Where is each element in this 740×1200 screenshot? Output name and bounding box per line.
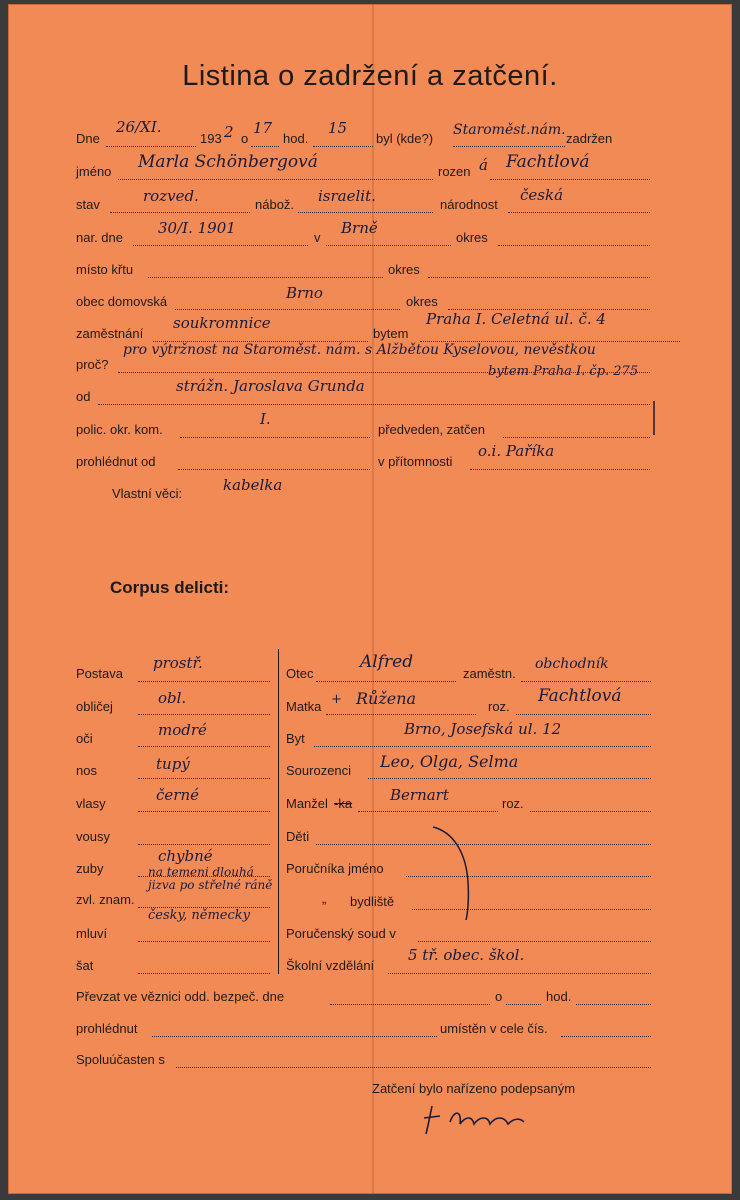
deti-label: Děti [286, 829, 310, 844]
prevzat-label: Převzat ve věznici odd. bezpeč. dne [76, 989, 285, 1004]
matka-line [326, 714, 476, 715]
bytem-label: bytem [373, 326, 409, 341]
proc-value: pro výtržnost na Staroměst. nám. s Alžbětou Kyselovou, nevěstkou [123, 342, 596, 358]
corpus-left-value: prostř. [153, 654, 203, 672]
stav-line [110, 212, 250, 213]
year-value: 2 [224, 123, 234, 141]
obec-value: Brno [286, 284, 323, 302]
dne-line [106, 146, 196, 147]
rozen-suffix: á [479, 156, 488, 174]
narodnost-line [508, 212, 650, 213]
margin-mark [648, 399, 660, 439]
obec-label: obec domovská [76, 294, 168, 309]
stav-label: stav [76, 197, 100, 212]
porucnik-label: Poručníka jméno [286, 861, 384, 876]
naboz-label: nábož. [255, 197, 295, 212]
deti-line [316, 844, 651, 845]
porucnik-quote: „ [322, 891, 327, 906]
okres-label-3: okres [406, 294, 438, 309]
polic-value: I. [260, 410, 271, 428]
corpus-left-label: oči [76, 731, 93, 746]
otec-label: Otec [286, 666, 314, 681]
hour-value: 17 [253, 119, 273, 137]
matka-roz-value: Fachtlová [538, 686, 622, 706]
corpus-left-label: obličej [76, 699, 113, 714]
corpus-left-label: vousy [76, 829, 110, 844]
manzel-ka: -ka [334, 796, 353, 811]
narodnost-value: česká [520, 186, 564, 204]
bracket-stroke [428, 822, 478, 922]
sourozenci-label: Sourozenci [286, 763, 352, 778]
soud-line [418, 941, 651, 942]
roz-label-1: roz. [488, 699, 510, 714]
misto-line [148, 277, 383, 278]
spoluucasten-line [176, 1067, 651, 1068]
soud-label: Poručenský soud v [286, 926, 396, 941]
veci-label: Vlastní věci: [112, 486, 183, 501]
zamest-value: soukromnice [173, 314, 271, 332]
naboz-line [298, 212, 433, 213]
v-line [326, 245, 451, 246]
corpus-left-label: šat [76, 958, 94, 973]
roz-line-2 [530, 811, 651, 812]
stav-value: rozved. [143, 187, 199, 205]
zatceni-label: Zatčení bylo nařízeno podepsaným [372, 1081, 576, 1096]
matka-mark: + [331, 692, 342, 707]
corpus-left-label: vlasy [76, 796, 106, 811]
year-prefix: 193 [200, 131, 222, 146]
corpus-left-value: chybné [158, 847, 213, 865]
corpus-left-line [138, 941, 270, 942]
matka-label: Matka [286, 699, 322, 714]
min-value: 15 [328, 119, 348, 137]
umisten-label: umístěn v cele čís. [440, 1021, 548, 1036]
dne-value: 26/XI. [116, 118, 162, 136]
skolni-value: 5 tř. obec. škol. [408, 946, 525, 964]
form-title: Listina o zadržení a zatčení. [182, 60, 558, 92]
prohlednut-od-label: prohlédnut od [76, 454, 156, 469]
spoluucasten-label: Spoluúčasten s [76, 1052, 165, 1067]
o-label: o [241, 131, 249, 146]
corpus-left-line [138, 681, 270, 682]
jmeno-label: jméno [76, 164, 112, 179]
okres-label-2: okres [388, 262, 420, 277]
polic-line [180, 437, 370, 438]
zamestn-value: obchodník [535, 656, 609, 672]
nar-line [133, 245, 308, 246]
jmeno-line [118, 179, 433, 180]
okres-label-1: okres [456, 230, 488, 245]
arrest-form-sheet [8, 4, 732, 1194]
roz-line-1 [516, 714, 651, 715]
manzel-value: Bernart [390, 786, 449, 804]
otec-line [316, 681, 456, 682]
corpus-left-label: nos [76, 763, 97, 778]
proc-label: proč? [76, 357, 109, 372]
misto-label: místo křtu [76, 262, 134, 277]
skolni-line [388, 973, 651, 974]
narodnost-label: národnost [440, 197, 498, 212]
kde-value: Staroměst.nám. [453, 122, 566, 138]
byl-label: byl (kde?) [376, 131, 434, 146]
predveden-line [503, 437, 650, 438]
bytem-value: Praha I. Celetná ul. č. 4 [426, 310, 606, 328]
corpus-heading: Corpus delicti: [110, 578, 230, 597]
corpus-left-label: Postava [76, 666, 123, 681]
corpus-left-label: mluví [76, 926, 108, 941]
dne-label: Dne [76, 131, 100, 146]
sourozenci-line [368, 778, 651, 779]
od-line [98, 404, 650, 405]
zamest-label: zaměstnání [76, 326, 144, 341]
polic-label: polic. okr. kom. [76, 422, 163, 437]
matka-value: Růžena [356, 689, 417, 708]
v-value: Brně [341, 219, 378, 237]
okres-line-2 [428, 277, 650, 278]
signature [418, 1102, 538, 1138]
veci-value: kabelka [223, 476, 283, 494]
corpus-left-line [138, 714, 270, 715]
corpus-left-label: zvl. znam. [76, 892, 135, 907]
min-line [313, 146, 373, 147]
corpus-left-line [138, 746, 270, 747]
umisten-line [561, 1036, 651, 1037]
prevzat-o-label: o [495, 989, 503, 1004]
nar-label: nar. dne [76, 230, 123, 245]
zamestn-line [521, 681, 651, 682]
prohlednut-line [152, 1036, 437, 1037]
naboz-value: israelit. [318, 187, 376, 205]
jmeno-value: Marla Schönbergová [138, 152, 318, 172]
hour-line [251, 146, 279, 147]
corpus-left-value: modré [158, 721, 207, 739]
proc-note: bytem Praha I. čp. 275 [488, 364, 639, 379]
corpus-left-value: na temeni dlouhá jizva po střelné ráně [148, 865, 273, 892]
paper-fold-line [372, 4, 374, 1194]
corpus-left-value: obl. [158, 689, 187, 707]
pritomnosti-label: v přítomnosti [378, 454, 453, 469]
obec-line [175, 309, 400, 310]
corpus-left-line [138, 973, 270, 974]
corpus-divider [278, 649, 279, 974]
zadrzen-label: zadržen [566, 131, 613, 146]
kde-line [453, 146, 565, 147]
roz-label-2: roz. [502, 796, 524, 811]
corpus-left-value: česky, německy [148, 908, 250, 923]
manzel-line [358, 811, 498, 812]
corpus-left-value: tupý [156, 755, 190, 773]
corpus-left-line [138, 778, 270, 779]
pritomnosti-line [470, 469, 650, 470]
prohlednut-label: prohlédnut [76, 1021, 138, 1036]
prevzat-hod-label: hod. [546, 989, 572, 1004]
byt-value: Brno, Josefská ul. 12 [404, 720, 562, 738]
hod-label: hod. [283, 131, 309, 146]
rozen-value: Fachtlová [506, 152, 590, 172]
okres-line-1 [498, 245, 650, 246]
predveden-label: předveden, zatčen [378, 422, 485, 437]
skolni-label: Školní vzdělání [286, 958, 375, 973]
prevzat-line [330, 1004, 490, 1005]
corpus-left-line [138, 811, 270, 812]
corpus-left-label: zuby [76, 861, 104, 876]
rozen-label: rozen [438, 164, 471, 179]
manzel-label: Manžel [286, 796, 328, 811]
sourozenci-value: Leo, Olga, Selma [380, 752, 519, 771]
byt-label: Byt [286, 731, 305, 746]
v-label: v [314, 230, 321, 245]
pritomnosti-value: o.i. Paříka [478, 442, 555, 460]
prevzat-hod-line [576, 1004, 651, 1005]
corpus-left-line [138, 844, 270, 845]
byt-line [314, 746, 651, 747]
nar-value: 30/I. 1901 [158, 219, 236, 237]
zamestn-label: zaměstn. [463, 666, 516, 681]
prevzat-o-line [506, 1004, 541, 1005]
corpus-left-value: černé [156, 786, 199, 804]
od-label: od [76, 389, 91, 404]
bydliste-label: bydliště [350, 894, 395, 909]
od-value: strážn. Jaroslava Grunda [176, 377, 365, 395]
otec-value: Alfred [360, 652, 414, 672]
rozen-line [490, 179, 650, 180]
prohlednut-od-line [178, 469, 370, 470]
